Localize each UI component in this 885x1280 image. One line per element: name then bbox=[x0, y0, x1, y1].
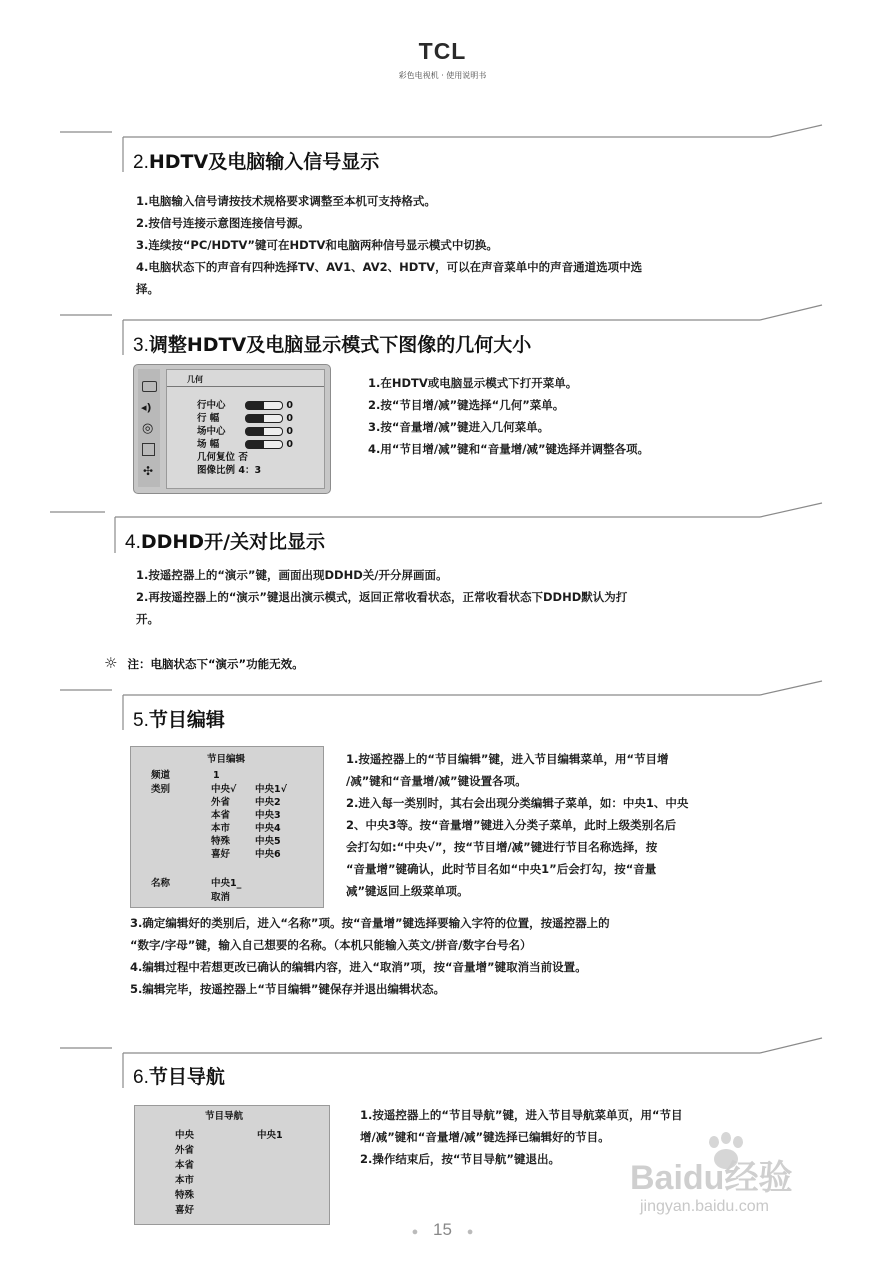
category-list bbox=[211, 783, 236, 861]
dot-icon: ● bbox=[466, 1226, 474, 1238]
category-item: 本市 bbox=[211, 823, 231, 834]
section-6-number: 6. bbox=[133, 1067, 149, 1088]
section-3-number: 3. bbox=[133, 335, 149, 356]
level-bar bbox=[245, 414, 283, 423]
text-line: 4.电脑状态下的声音有四种选择TV、AV1、AV2、HDTV，可以在声音菜单中的声音通道选项中选 bbox=[136, 260, 643, 274]
text-line: 2.按信号连接示意图连接信号源。 bbox=[136, 216, 310, 230]
category-item: 喜好 bbox=[211, 849, 231, 860]
text-line: 2、中央3等。按“音量增”键进入分类子菜单，此时上级类别名后 bbox=[346, 818, 677, 832]
section-5-heading: 节目编辑 bbox=[148, 709, 225, 731]
text-line: 增/减”键和“音量增/减”键选择已编辑好的节目。 bbox=[360, 1130, 610, 1144]
subcategory-list bbox=[255, 783, 287, 861]
dot-icon: ● bbox=[411, 1226, 419, 1238]
text-line: /减”键和“音量增/减”键设置各项。 bbox=[346, 774, 527, 788]
text-line: 减”键返回上级菜单项。 bbox=[346, 884, 469, 898]
section-3-body bbox=[368, 372, 818, 460]
category-item: 外省 bbox=[211, 797, 231, 808]
text-line: 4.编辑过程中若想更改已确认的编辑内容，进入“取消”项，按“音量增”键取消当前设置。 bbox=[130, 960, 587, 974]
menu-row-value: 4：3 bbox=[238, 465, 262, 476]
text-line: 2.操作结束后，按“节目导航”键退出。 bbox=[360, 1152, 560, 1166]
geometry-menu-panel bbox=[166, 369, 325, 489]
menu-title: 节目导航 bbox=[205, 1111, 244, 1122]
program-guide-menu-screenshot bbox=[134, 1105, 330, 1225]
section-2-title bbox=[133, 147, 379, 174]
geometry-menu-rows bbox=[197, 399, 293, 477]
menu-row-h-size bbox=[197, 412, 293, 425]
channel-icon bbox=[142, 443, 155, 456]
category-item: 特殊 bbox=[211, 836, 231, 847]
text-line: 3.确定编辑好的类别后，进入“名称”项。按“音量增”键选择要输入字符的位置，按遥控器上的 bbox=[130, 916, 610, 930]
guide-item: 特殊 bbox=[175, 1190, 195, 1201]
text-line: 4.用“节目增/减”键和“音量增/减”键选择并调整各项。 bbox=[368, 442, 650, 456]
subcategory-item: 中央5 bbox=[255, 836, 281, 847]
section-5-number: 5. bbox=[133, 710, 149, 731]
watermark-logo: Baidu经验 bbox=[630, 1159, 793, 1197]
text-line: 2.再按遥控器上的“演示”键退出演示模式，返回正常收看状态，正常收看状态下DDHD默认为打 bbox=[136, 590, 628, 604]
menu-value-channel: 1 bbox=[213, 770, 220, 781]
guide-subitem: 中央1 bbox=[257, 1130, 283, 1141]
subcategory-item: 中央1√ bbox=[255, 784, 287, 795]
guide-item: 喜好 bbox=[175, 1205, 195, 1216]
menu-row-v-center bbox=[197, 425, 293, 438]
guide-item: 中央 bbox=[175, 1130, 195, 1141]
watermark-url: jingyan.baidu.com bbox=[640, 1198, 769, 1215]
text-line: 5.编辑完毕，按遥控器上“节目编辑”键保存并退出编辑状态。 bbox=[130, 982, 445, 996]
menu-divider bbox=[167, 386, 324, 387]
section-2-heading: HDTV及电脑输入信号显示 bbox=[148, 151, 380, 173]
menu-header: 几何 bbox=[187, 375, 203, 384]
text-line: “音量增”键确认，此时节目名如“中央1”后会打勾，按“音量 bbox=[346, 862, 657, 876]
menu-icon-column bbox=[138, 369, 160, 487]
text-line: 择。 bbox=[136, 282, 159, 296]
menu-label-name: 名称 bbox=[151, 878, 171, 889]
text-line: 2.进入每一类别时，其右会出现分类编辑子菜单，如：中央1、中央 bbox=[346, 796, 689, 810]
text-line: 2.按“节目增/减”键选择“几何”菜单。 bbox=[368, 398, 565, 412]
text-line: 1.电脑输入信号请按技术规格要求调整至本机可支持格式。 bbox=[136, 194, 436, 208]
geometry-icon: ✣ bbox=[143, 464, 154, 478]
text-line: 1.按遥控器上的“演示”键，画面出现DDHD关/开分屏画面。 bbox=[136, 568, 448, 582]
menu-row-label: 行中心 bbox=[197, 400, 226, 411]
program-edit-menu-screenshot bbox=[130, 746, 324, 908]
lightbulb-icon: ☼ bbox=[104, 654, 118, 672]
menu-cancel-item: 取消 bbox=[211, 892, 231, 903]
section-5-body-full bbox=[130, 912, 825, 1000]
menu-row-value: 0 bbox=[286, 426, 293, 437]
guide-item: 本市 bbox=[175, 1175, 195, 1186]
menu-row-label: 行 幅 bbox=[197, 413, 220, 424]
section-4-heading: DDHD开/关对比显示 bbox=[140, 531, 326, 553]
text-line: 3.连续按“PC/HDTV”键可在HDTV和电脑两种信号显示模式中切换。 bbox=[136, 238, 498, 252]
level-bar bbox=[245, 401, 283, 410]
page-number-text: 15 bbox=[433, 1220, 452, 1239]
section-3-title bbox=[133, 330, 531, 357]
menu-row-label: 场 幅 bbox=[197, 439, 220, 450]
text-line: 开。 bbox=[136, 612, 159, 626]
text-line: 1.按遥控器上的“节目导航”键，进入节目导航菜单页，用“节目 bbox=[360, 1108, 683, 1122]
menu-row-value: 否 bbox=[238, 452, 248, 463]
subcategory-item: 中央2 bbox=[255, 797, 281, 808]
text-line: 3.按“音量增/减”键进入几何菜单。 bbox=[368, 420, 550, 434]
sound-icon: ◂) bbox=[141, 401, 152, 414]
section-2-body bbox=[136, 190, 826, 300]
guide-category-list bbox=[175, 1128, 194, 1218]
menu-row-value: 0 bbox=[286, 439, 293, 450]
brand-logo: TCL bbox=[418, 38, 467, 64]
menu-row-reset bbox=[197, 451, 293, 464]
section-6-heading: 节目导航 bbox=[148, 1066, 225, 1088]
settings-icon: ◎ bbox=[142, 421, 154, 436]
subcategory-item: 中央4 bbox=[255, 823, 281, 834]
section-6-title bbox=[133, 1062, 225, 1089]
section-4-title bbox=[125, 527, 325, 554]
level-bar bbox=[245, 427, 283, 436]
manual-subtitle: 彩色电视机 · 使用说明书 bbox=[398, 71, 487, 80]
text-line: 会打勾如:“中央√”，按“节目增/减”键进行节目名称选择，按 bbox=[346, 840, 658, 854]
menu-title: 节目编辑 bbox=[207, 754, 246, 765]
menu-value-name: 中央1_ bbox=[211, 878, 242, 889]
menu-row-aspect bbox=[197, 464, 293, 477]
text-line: 1.在HDTV或电脑显示模式下打开菜单。 bbox=[368, 376, 578, 390]
page-number bbox=[0, 1220, 885, 1240]
section-5-title bbox=[133, 705, 225, 732]
guide-item: 本省 bbox=[175, 1160, 195, 1171]
note-text: 注：电脑状态下“演示”功能无效。 bbox=[127, 657, 304, 671]
subcategory-item: 中央3 bbox=[255, 810, 281, 821]
text-line: “数字/字母”键，输入自己想要的名称。（本机只能输入英文/拼音/数字台号名） bbox=[130, 938, 532, 952]
category-item: 中央√ bbox=[211, 784, 237, 795]
menu-row-v-size bbox=[197, 438, 293, 451]
menu-row-value: 0 bbox=[286, 413, 293, 424]
category-item: 本省 bbox=[211, 810, 231, 821]
picture-icon bbox=[142, 381, 157, 392]
text-line: 1.按遥控器上的“节目编辑”键，进入节目编辑菜单，用“节目增 bbox=[346, 752, 669, 766]
section-4-body bbox=[136, 564, 826, 630]
menu-row-label: 场中心 bbox=[197, 426, 226, 437]
section-2-number: 2. bbox=[133, 152, 149, 173]
menu-label-channel: 频道 bbox=[151, 770, 171, 781]
section-3-heading: 调整HDTV及电脑显示模式下图像的几何大小 bbox=[148, 334, 532, 356]
menu-row-label: 图像比例 bbox=[197, 465, 236, 476]
geometry-menu-screenshot bbox=[133, 364, 331, 494]
guide-item: 外省 bbox=[175, 1145, 195, 1156]
menu-row-value: 0 bbox=[286, 400, 293, 411]
menu-label-category: 类别 bbox=[151, 784, 171, 795]
menu-row-h-center bbox=[197, 399, 293, 412]
section-5-body-right bbox=[346, 748, 816, 902]
subcategory-item: 中央6 bbox=[255, 849, 281, 860]
note-line bbox=[104, 654, 304, 672]
section-4-number: 4. bbox=[125, 532, 141, 553]
level-bar bbox=[245, 440, 283, 449]
menu-row-label: 几何复位 bbox=[197, 452, 236, 463]
